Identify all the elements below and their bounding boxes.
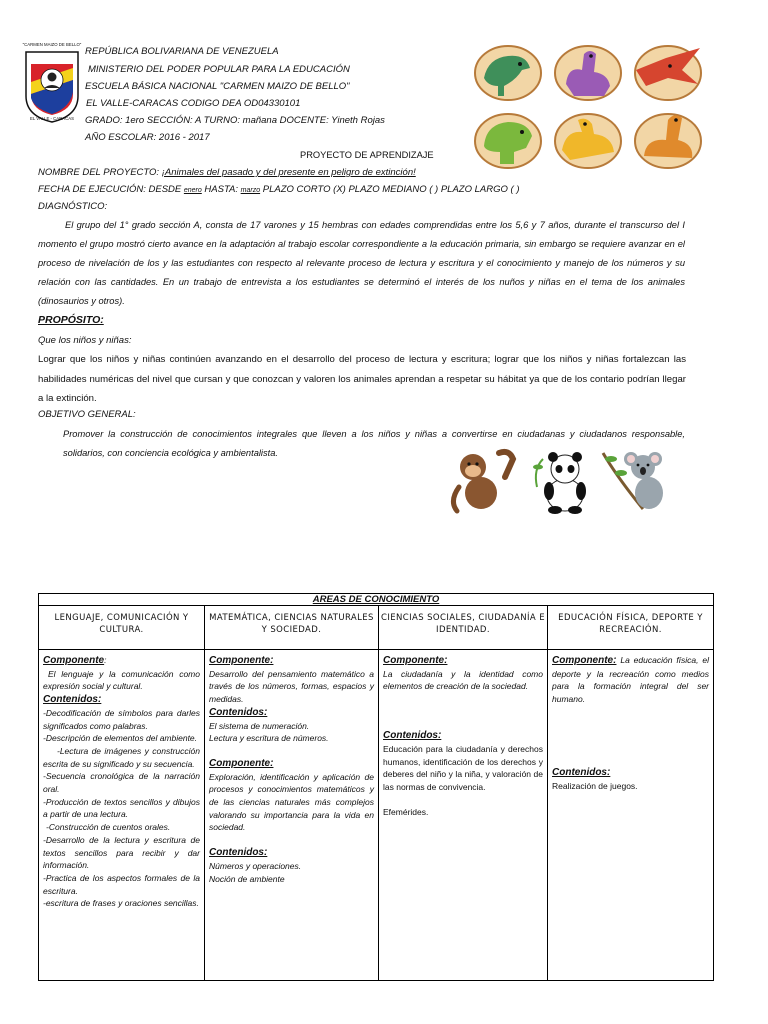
dinosaur-badge [475, 114, 541, 168]
content-item: -escritura de frases y oraciones sencillas. [43, 898, 199, 909]
header-line-grado: GRADO: 1ero SECCIÓN: A TURNO: mañana DOCENTE: Yineth Rojas [85, 115, 385, 126]
areas-table [38, 593, 714, 981]
purpose-label: PROPÓSITO: [38, 314, 104, 326]
koala-image [603, 452, 663, 509]
efemerides-text: Efemérides. [383, 806, 429, 817]
animal-images [443, 447, 675, 515]
header-educacion-fisica: EDUCACIÓN FÍSICA, DEPORTE Y RECREACIÓN. [548, 606, 714, 650]
header-line-ministerio: MINISTERIO DEL PODER POPULAR PARA LA EDUCACIÓN [88, 64, 350, 75]
content-item: Números y operaciones. [209, 860, 302, 871]
logo-top-text: "CARMEN MAIZO DE BELLO" [22, 42, 82, 47]
purpose-text: Lograr que los niños y niñas continúen avanzando en el desarrollo del proceso de lectura y escritura; lograr que los niños y niñas fortalezcan las habilidades numéricas del nivel que cursan y que conozcan y valoren los animales aprendan a respetar su hábitat ya que de los contario podrían llegar a la extinción. [38, 354, 686, 404]
componente-text: El lenguaje y la comunicación como expresión social y cultural. [43, 668, 200, 692]
date-mid: HASTA: [201, 184, 241, 195]
content-item: -Desarrollo de la lectura y escritura de textos sencillos para recibir y dar información. [43, 834, 200, 871]
date-to: marzo [240, 187, 261, 194]
contenidos-label: Contenidos: [383, 730, 442, 742]
content-item: -Lectura de imágenes y construcción escrita de su significado y su secuencia. [43, 745, 200, 769]
cell-ciencias-sociales [379, 650, 548, 981]
dinosaur-badge [555, 114, 621, 168]
cell-matematica [205, 650, 379, 981]
areas-content-row [39, 650, 714, 981]
content-item: -Practica de los aspectos formales de la escritura. [43, 872, 200, 896]
content-item: Lectura y escritura de números. [209, 733, 329, 744]
content-item: -Decodificación de símbolos para darles significados como palabras. [43, 707, 200, 731]
content-item: El sistema de numeración. [209, 720, 310, 731]
contenidos-label: Contenidos: [552, 766, 611, 778]
dinosaur-badge [555, 46, 621, 100]
diagnostic-text: El grupo del 1° grado sección A, consta de 17 varones y 15 hembras con edades comprendidas entre los 5,6 y 7 años, durante el transcurso del I momento el grupo mostró cierto avance en la adaptación al trabajo escolar correspondiente a la educación primaria, sin embargo se requiere avanzar en el proceso de nivelación de los y las estudiantes con respecto al relevante proceso de lectura y escritura y el conocimiento y manejo de los números y su relación con las cantidades. En un trabajo de entrevista a los estudiantes se determinó el interés de los nuños y niñas en el tema de los animales (dinosaurios y otros). [38, 220, 685, 306]
panda-image [533, 452, 586, 514]
cell-educacion-fisica [548, 650, 714, 981]
header-line-ano: AÑO ESCOLAR: 2016 - 2017 [85, 132, 210, 143]
date-label: FECHA DE EJECUCIÓN: DESDE [38, 184, 184, 195]
content-text: Educación para la ciudadanía y derechos humanos, identificación de los derechos y deberes del niño y la niña, y valoración de las normas de convivencia. [383, 743, 543, 792]
project-title: PROYECTO DE APRENDIZAJE [300, 150, 434, 160]
project-name-label: NOMBRE DEL PROYECTO: [38, 167, 162, 178]
logo-bottom-text: EL VALLE - CARACAS [30, 116, 74, 121]
componente-label: Componente: [552, 655, 617, 666]
componente-label: Componente: [383, 655, 448, 666]
componente-label: Componente [43, 655, 105, 666]
content-item: -Secuencia cronológica de la narración oral. [43, 771, 200, 795]
componente-label: Componente: [209, 655, 274, 666]
header-line-republica: REPÚBLICA BOLIVARIANA DE VENEZUELA [85, 46, 279, 57]
header-lenguaje: LENGUAJE, COMUNICACIÓN Y CULTURA. [39, 606, 205, 650]
content-text: Realización de juegos. [552, 780, 638, 791]
header-line-codigo: EL VALLE-CARACAS CODIGO DEA OD04330101 [86, 98, 301, 109]
diagnostic-label: DIAGNÓSTICO: [38, 201, 108, 212]
purpose-intro: Que los niños y niñas: [38, 335, 132, 346]
date-from: enero [183, 187, 202, 194]
content-item: Noción de ambiente [209, 873, 285, 884]
header-matematica: MATEMÁTICA, CIENCIAS NATURALES Y SOCIEDAD. [205, 606, 379, 650]
contenidos-label: Contenidos: [209, 847, 268, 859]
monkey-image [453, 452, 513, 511]
header-line-escuela: ESCUELA BÁSICA NACIONAL "CARMEN MAIZO DE BELLO" [85, 81, 350, 92]
dinosaur-badge [475, 46, 541, 100]
componente-text: La ciudadanía y la identidad como elementos de creación de la sociedad. [383, 668, 543, 692]
areas-title: AREAS DE CONOCIMIENTO [39, 594, 714, 606]
objective-label: OBJETIVO GENERAL: [38, 409, 136, 420]
project-name [38, 167, 416, 178]
contenidos-label: Contenidos: [209, 706, 268, 718]
componente-text: La educación física, el deporte y la recreación como medios para la formación integral del ser humano. [552, 655, 710, 705]
date-rest: PLAZO CORTO (X) PLAZO MEDIANO ( ) PLAZO LARGO ( ) [260, 184, 520, 195]
componente-label: Componente: [209, 757, 274, 769]
componente-text: Desarrollo del pensamiento matemático a través de los números, formas, espacios y medidas. [209, 668, 374, 705]
content-item: -Construcción de cuentos orales. [46, 822, 171, 833]
areas-title-row [39, 594, 714, 606]
contenidos-label: Contenidos: [43, 694, 102, 706]
objective-text: Promover la construcción de conocimientos integrales que lleven a los niños y niñas a convertirse en ciudadanas y ciudadanos responsable, solidarios, con conciencia ecológica y ambientalista. [63, 429, 685, 458]
content-item: -Descripción de elementos del ambiente. [43, 733, 198, 744]
cell-lenguaje: Componente: El lenguaje y la comunicación como expresión social y cultural. Contenidos: -Decodificación de símbolos para darles significados como palabras. -Descripción de elementos del ambiente. -Lectura de imágenes y construcción escrita de su significado y su secuencia. -Secuencia cronológica de la narración oral. -Producción de textos sencillos y dibujos a partir de una lectura. -Construcción de cuentos orales. -Desarrollo de la lectura y escritura de textos sencillos para recibir y dar información. -Practica de los aspectos formales de la escritura. -escritura de frases y oraciones sencillas. [39, 650, 205, 981]
school-logo [22, 42, 82, 124]
areas-header-row [39, 606, 714, 650]
header-ciencias-sociales: CIENCIAS SOCIALES, CIUDADANÍA E IDENTIDAD. [379, 606, 548, 650]
dinosaur-badge [635, 46, 701, 100]
dinosaur-badge [635, 114, 701, 168]
componente-text: Exploración, identificación y aplicación de procesos y conocimientos matemáticos y de las ciencias naturales más complejos valorando su importancia para la vida en sociedad. [209, 771, 374, 833]
project-name-value: ¡Animales del pasado y del presente en peligro de extinción! [161, 167, 416, 178]
execution-date [38, 184, 519, 195]
dinosaur-images [470, 40, 706, 172]
content-item: -Producción de textos sencillos y dibujos a partir de una lectura. [43, 796, 200, 820]
